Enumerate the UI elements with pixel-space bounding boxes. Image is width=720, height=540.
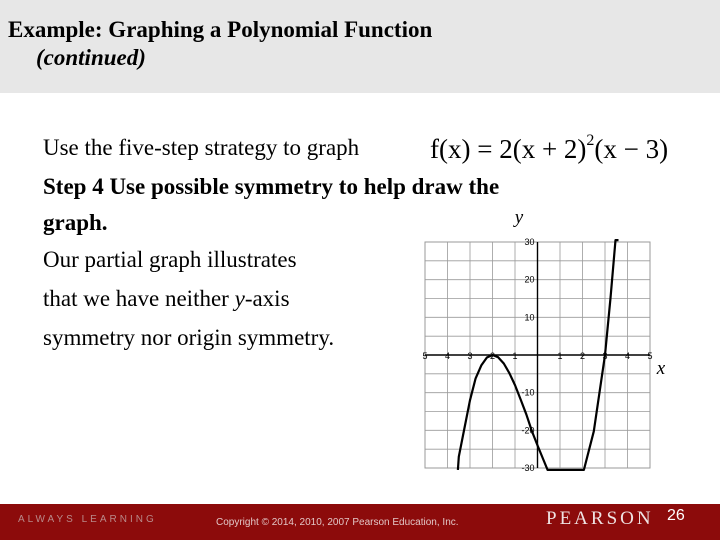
function-formula <box>430 128 695 168</box>
x-tick-label: 4 <box>624 351 631 361</box>
footer-copyright: Copyright © 2014, 2010, 2007 Pearson Education, Inc. <box>216 517 459 528</box>
footer-bar <box>0 504 720 540</box>
x-tick-label: 2 <box>489 351 496 361</box>
x-axis-label: x <box>656 358 666 379</box>
pearson-logo: PEARSON <box>546 508 654 529</box>
intro-text: Use the five-step strategy to graph <box>43 135 360 160</box>
y-tick-label: -20 <box>521 425 535 436</box>
slide-title: Example: Graphing a Polynomial Function <box>8 17 433 42</box>
formula-rhs: (x − 3) <box>594 134 669 164</box>
x-tick-label: 2 <box>579 351 586 361</box>
polynomial-graph <box>395 206 685 478</box>
page-number: 26 <box>667 507 685 524</box>
y-tick-label: 30 <box>524 237 535 247</box>
formula-lhs: f(x) = 2(x + 2) <box>430 134 587 164</box>
y-axis-label: y <box>514 207 524 228</box>
svg-text:f(x) = 2(x + 2)2(x − 3) <box>430 132 668 164</box>
slide-subtitle: (continued) <box>36 45 146 70</box>
x-tick-label: 1 <box>512 351 518 361</box>
x-tick-label: 5 <box>422 351 428 361</box>
body-line-2: that we have neither y-axis <box>43 286 290 311</box>
x-tick-label: 4 <box>444 351 451 361</box>
body-line-3: symmetry nor origin symmetry. <box>43 325 335 350</box>
formula-exponent: 2 <box>586 132 595 149</box>
y-tick-label: 10 <box>524 312 535 323</box>
x-tick-label: 3 <box>467 351 473 361</box>
x-tick-label: 1 <box>557 351 563 361</box>
x-tick-label: 3 <box>602 351 608 361</box>
title-bar <box>0 0 720 93</box>
x-tick-label: 5 <box>647 351 653 361</box>
footer-brand: ALWAYS LEARNING <box>18 514 157 525</box>
y-tick-label: -10 <box>521 387 535 398</box>
y-tick-label: 20 <box>524 274 535 285</box>
step-heading-line2: graph. <box>43 210 108 235</box>
y-tick-label: -30 <box>521 463 535 473</box>
body-line-1: Our partial graph illustrates <box>43 247 297 272</box>
step-heading-line1: Step 4 Use possible symmetry to help draw the <box>43 174 500 199</box>
